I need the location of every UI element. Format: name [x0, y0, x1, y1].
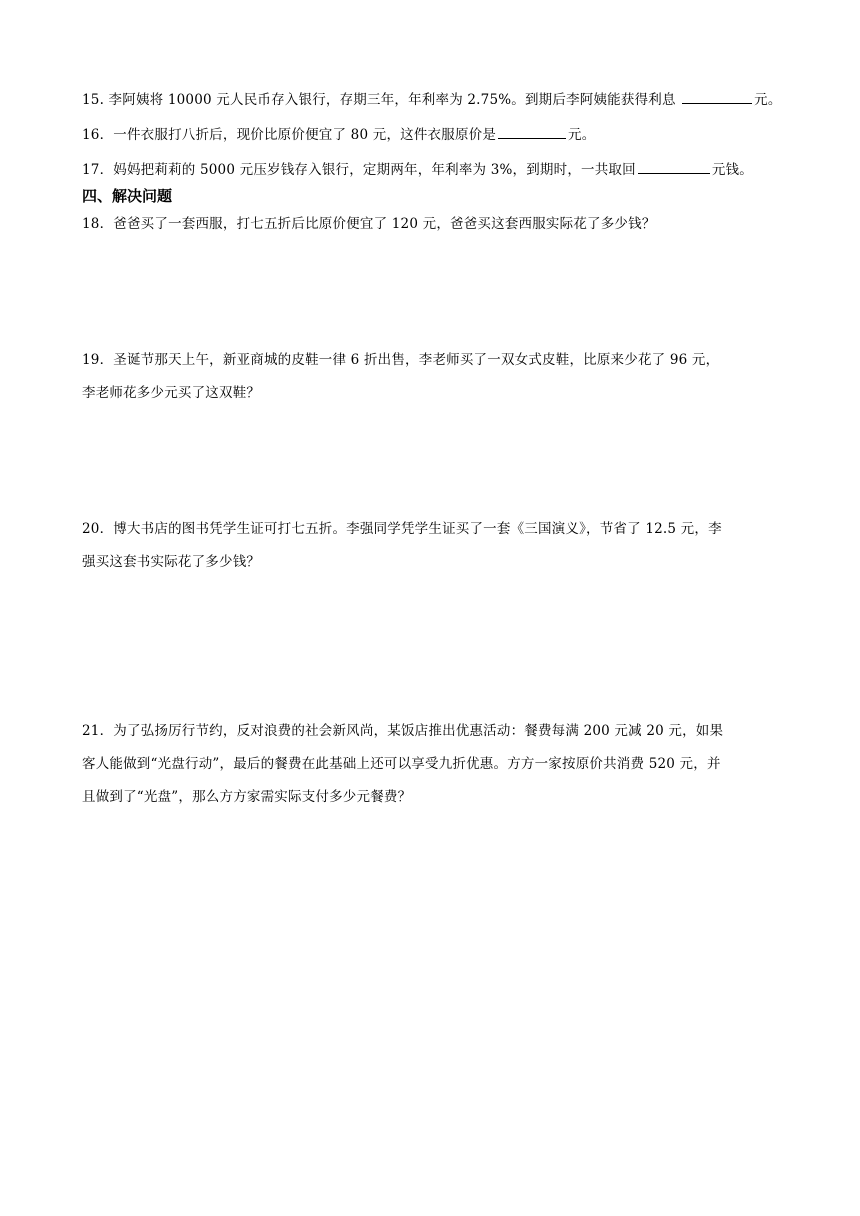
answer-blank-16[interactable]: [498, 125, 566, 139]
question-17-unit: 元钱。: [711, 162, 753, 178]
question-19-line-1: 19．圣诞节那天上午，新亚商城的皮鞋一律 6 折出售，李老师买了一双女式皮鞋，比原来少花了 96 元，: [82, 352, 720, 368]
question-19-line-2: 李老师花多少元买了这双鞋？: [82, 385, 261, 401]
answer-blank-15[interactable]: [682, 90, 752, 104]
question-16: [82, 125, 595, 144]
question-16-text: 16．一件衣服打八折后，现价比原价便宜了 80 元，这件衣服原价是: [82, 127, 497, 143]
question-17: [82, 160, 753, 179]
question-21-line-2: 客人能做到“光盘行动”，最后的餐费在此基础上还可以享受九折优惠。方方一家按原价共消费 520 元，并: [82, 756, 721, 772]
answer-blank-17[interactable]: [638, 160, 710, 174]
question-18: 18．爸爸买了一套西服，打七五折后比原价便宜了 120 元，爸爸买这套西服实际花了多少钱？: [82, 216, 656, 232]
section-heading: 四、解决问题: [82, 187, 173, 205]
question-21-line-1: 21．为了弘扬厉行节约，反对浪费的社会新风尚，某饭店推出优惠活动：餐费每满 200 元减 20 元，如果: [82, 723, 724, 739]
question-20-line-1: 20．博大书店的图书凭学生证可打七五折。李强同学凭学生证买了一套《三国演义》，节省了 12.5 元，李: [82, 521, 722, 537]
question-15-text: 15. 李阿姨将 10000 元人民币存入银行，存期三年，年利率为 2.75%。到期后李阿姨能获得利息: [82, 92, 681, 108]
question-20-line-2: 强买这套书实际花了多少钱？: [82, 554, 261, 570]
question-21-line-3: 且做到了“光盘”，那么方方家需实际支付多少元餐费？: [82, 789, 412, 805]
question-16-unit: 元。: [568, 127, 596, 143]
question-15-unit: 元。: [754, 92, 782, 108]
question-17-text: 17．妈妈把莉莉的 5000 元压岁钱存入银行，定期两年，年利率为 3%，到期时，一共取回: [82, 162, 636, 178]
question-15: [82, 90, 782, 109]
